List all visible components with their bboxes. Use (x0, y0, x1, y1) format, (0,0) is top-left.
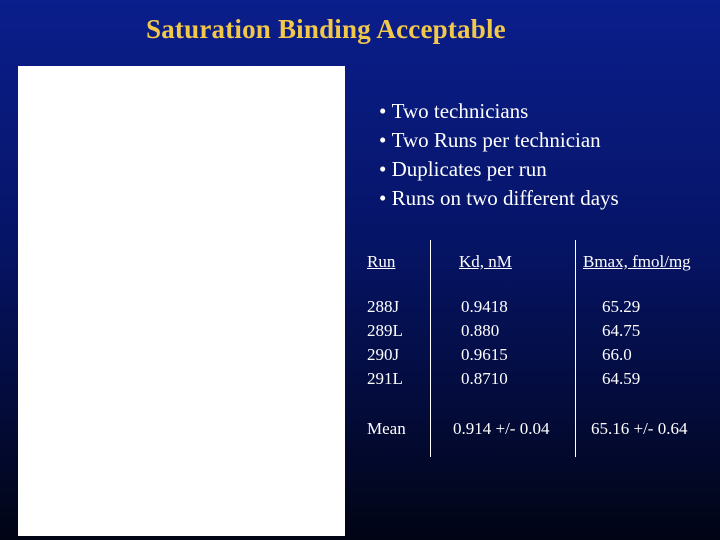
kd-column (461, 295, 508, 391)
table-cell: 0.9615 (461, 345, 508, 364)
table-cell: 0.9418 (461, 297, 508, 316)
bullet-list (379, 97, 619, 213)
bullet-item: • Two Runs per technician (379, 126, 619, 155)
table-cell: 65.29 (602, 297, 641, 316)
mean-kd: 0.914 +/- 0.04 (453, 419, 550, 438)
bullet-item: • Two technicians (379, 97, 619, 126)
table-cell: 289L (367, 321, 403, 340)
header-bmax: Bmax, fmol/mg (583, 252, 691, 271)
table-cell: 64.75 (602, 321, 641, 340)
table-cell: 66.0 (602, 345, 632, 364)
bullet-item: • Runs on two different days (379, 184, 619, 213)
run-column (367, 295, 403, 391)
mean-bmax: 65.16 +/- 0.64 (591, 419, 688, 438)
table-cell: 288J (367, 297, 400, 316)
mean-label: Mean (367, 419, 406, 438)
table-cell: 64.59 (602, 369, 641, 388)
slide-title: Saturation Binding Acceptable (146, 14, 506, 44)
bmax-column (602, 295, 640, 391)
table-cell: 290J (367, 345, 400, 364)
table-cell: 0.880 (461, 321, 500, 340)
header-run: Run (367, 252, 396, 271)
header-kd: Kd, nM (459, 252, 512, 271)
bullet-item: • Duplicates per run (379, 155, 619, 184)
image-placeholder-panel (18, 66, 345, 536)
table-cell: 0.8710 (461, 369, 508, 388)
column-divider (430, 240, 431, 457)
table-cell: 291L (367, 369, 403, 388)
column-divider (575, 240, 576, 457)
